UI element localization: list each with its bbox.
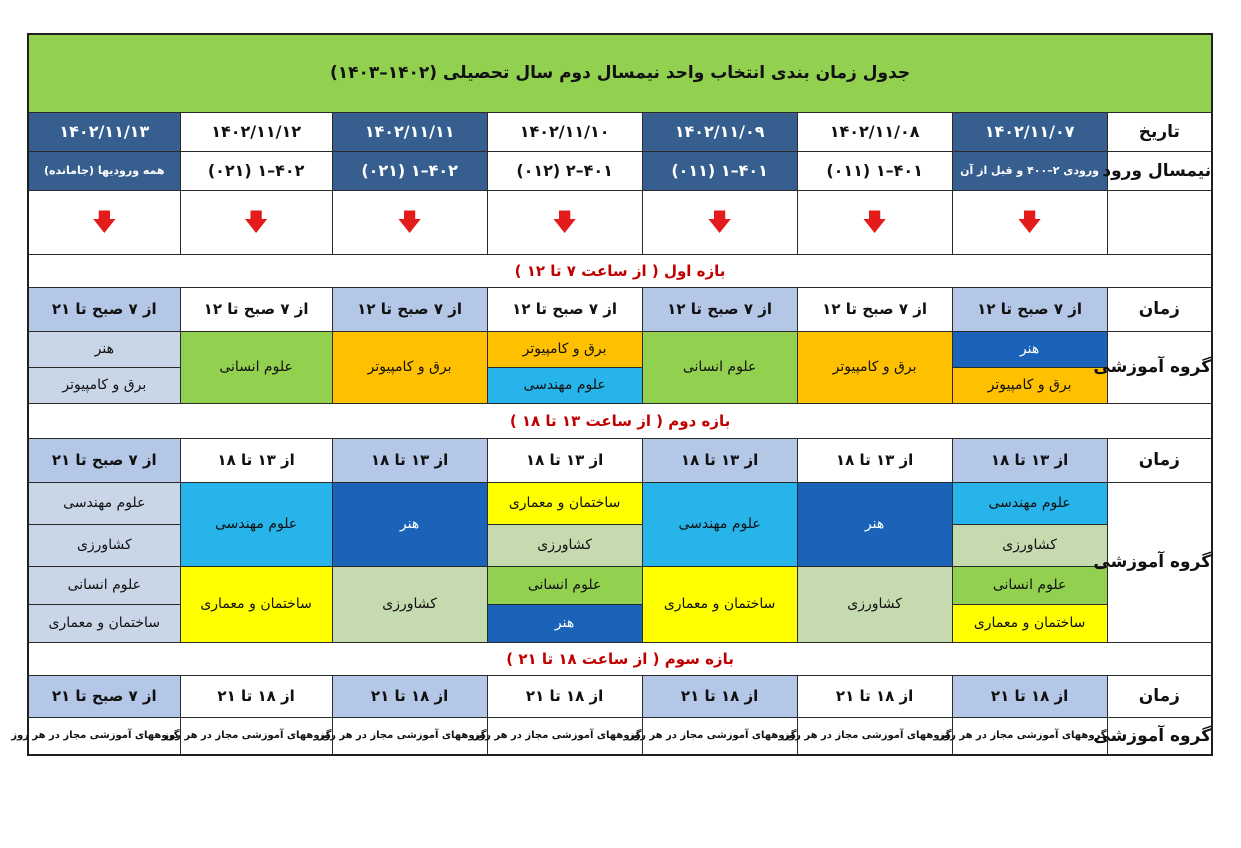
group-cell: کشاورزی [487, 524, 642, 566]
time-cell: از ۷ صبح تا ۲۱ [28, 438, 180, 482]
entry-cell: ورودی ۲–۴۰۰ و قبل از آن [952, 151, 1107, 190]
allowed-groups-note: گروههای آموزشی مجاز در هر روز [642, 717, 797, 755]
date-cell: ۱۴۰۲/۱۱/۰۷ [952, 112, 1107, 151]
arrow-down-icon: 🡇 [552, 208, 577, 236]
allowed-groups-note: گروههای آموزشی مجاز در هر روز [487, 717, 642, 755]
group-cell: هنر [797, 482, 952, 566]
allowed-groups-note: گروههای آموزشی مجاز در هر روز [332, 717, 487, 755]
group-cell: هنر [487, 604, 642, 642]
time-cell: از ۱۸ تا ۲۱ [952, 675, 1107, 717]
date-cell: ۱۴۰۲/۱۱/۱۳ [28, 112, 180, 151]
allowed-groups-note: گروههای آموزشی مجاز در هر روز [180, 717, 332, 755]
arrow-down-icon: 🡇 [243, 208, 269, 236]
group-cell: علوم انسانی [28, 566, 180, 604]
row-label-entry: نیمسال ورود [1107, 151, 1212, 190]
group-cell: برق و کامپیوتر [952, 367, 1107, 403]
time-cell: از ۱۸ تا ۲۱ [487, 675, 642, 717]
group-cell: برق و کامپیوتر [28, 367, 180, 403]
allowed-groups-note: گروههای آموزشی مجاز در هر روز [28, 717, 180, 755]
group-cell: علوم مهندسی [952, 482, 1107, 524]
date-cell: ۱۴۰۲/۱۱/۰۹ [642, 112, 797, 151]
group-cell: ساختمان و معماری [642, 566, 797, 642]
time-cell: از ۱۳ تا ۱۸ [642, 438, 797, 482]
time-cell: از ۱۸ تا ۲۱ [642, 675, 797, 717]
group-cell: کشاورزی [952, 524, 1107, 566]
time-cell: از ۱۳ تا ۱۸ [797, 438, 952, 482]
time-cell: از ۱۳ تا ۱۸ [332, 438, 487, 482]
group-cell: برق و کامپیوتر [332, 331, 487, 403]
arrow-down-icon: 🡇 [1017, 208, 1042, 236]
row-label-group: گروه آموزشی [1107, 331, 1212, 403]
time-cell: از ۱۳ تا ۱۸ [180, 438, 332, 482]
allowed-groups-note: گروههای آموزشی مجاز در هر روز [952, 717, 1107, 755]
schedule-table [11, 33, 1213, 756]
group-cell: ساختمان و معماری [487, 482, 642, 524]
group-cell: کشاورزی [332, 566, 487, 642]
group-cell: هنر [28, 331, 180, 367]
group-cell: علوم انسانی [487, 566, 642, 604]
row-label-time: زمان [1107, 287, 1212, 331]
arrow-down-icon: 🡇 [707, 208, 732, 236]
entry-cell: ۴۰۲–۱ (۰۲۱) [332, 151, 487, 190]
time-cell: از ۱۸ تا ۲۱ [332, 675, 487, 717]
group-cell: هنر [952, 331, 1107, 367]
allowed-groups-note: گروههای آموزشی مجاز در هر روز [797, 717, 952, 755]
group-cell: برق و کامپیوتر [487, 331, 642, 367]
arrow-down-icon: 🡇 [397, 208, 422, 236]
time-cell: از ۱۳ تا ۱۸ [952, 438, 1107, 482]
group-cell: هنر [332, 482, 487, 566]
period-1-header: بازه اول ( از ساعت ۷ تا ۱۲ ) [28, 254, 1212, 287]
group-cell: ساختمان و معماری [180, 566, 332, 642]
arrow-down-icon: 🡇 [91, 208, 117, 236]
arrow-down-icon: 🡇 [862, 208, 887, 236]
time-cell: از ۷ صبح تا ۲۱ [28, 287, 180, 331]
entry-cell: همه ورودیها (جامانده) [28, 151, 180, 190]
period-2-header: بازه دوم ( از ساعت ۱۳ تا ۱۸ ) [28, 403, 1212, 438]
group-cell: علوم انسانی [180, 331, 332, 403]
row-label-time: زمان [1107, 675, 1212, 717]
date-cell: ۱۴۰۲/۱۱/۱۰ [487, 112, 642, 151]
group-cell: ساختمان و معماری [952, 604, 1107, 642]
group-cell: علوم انسانی [952, 566, 1107, 604]
time-cell: از ۷ صبح تا ۱۲ [180, 287, 332, 331]
period-3-header: بازه سوم ( از ساعت ۱۸ تا ۲۱ ) [28, 642, 1212, 675]
entry-cell: ۴۰۱–۱ (۰۱۱) [642, 151, 797, 190]
group-cell: کشاورزی [28, 524, 180, 566]
time-cell: از ۱۸ تا ۲۱ [180, 675, 332, 717]
time-cell: از ۷ صبح تا ۲۱ [28, 675, 180, 717]
row-label-group: گروه آموزشی [1107, 717, 1212, 755]
group-cell: علوم مهندسی [28, 482, 180, 524]
page-title: جدول زمان بندی انتخاب واحد نیمسال دوم سال تحصیلی (۱۴۰۲–۱۴۰۳) [28, 34, 1212, 112]
time-cell: از ۷ صبح تا ۱۲ [642, 287, 797, 331]
date-cell: ۱۴۰۲/۱۱/۱۲ [180, 112, 332, 151]
row-label-time: زمان [1107, 438, 1212, 482]
entry-cell: ۴۰۱–۱ (۰۱۱) [797, 151, 952, 190]
time-cell: از ۷ صبح تا ۱۲ [952, 287, 1107, 331]
time-cell: از ۷ صبح تا ۱۲ [487, 287, 642, 331]
group-cell: برق و کامپیوتر [797, 331, 952, 403]
entry-cell: ۴۰۲–۱ (۰۲۱) [180, 151, 332, 190]
row-label-date: تاریخ [1107, 112, 1212, 151]
time-cell: از ۱۸ تا ۲۱ [797, 675, 952, 717]
entry-cell: ۴۰۱–۲ (۰۱۲) [487, 151, 642, 190]
group-cell: علوم مهندسی [487, 367, 642, 403]
date-cell: ۱۴۰۲/۱۱/۱۱ [332, 112, 487, 151]
row-label-group: گروه آموزشی [1107, 482, 1212, 642]
date-cell: ۱۴۰۲/۱۱/۰۸ [797, 112, 952, 151]
group-cell: کشاورزی [797, 566, 952, 642]
group-cell: ساختمان و معماری [28, 604, 180, 642]
group-cell: علوم مهندسی [180, 482, 332, 566]
time-cell: از ۱۳ تا ۱۸ [487, 438, 642, 482]
group-cell: علوم انسانی [642, 331, 797, 403]
arrow-row-blank [1107, 190, 1212, 254]
group-cell: علوم مهندسی [642, 482, 797, 566]
time-cell: از ۷ صبح تا ۱۲ [332, 287, 487, 331]
time-cell: از ۷ صبح تا ۱۲ [797, 287, 952, 331]
